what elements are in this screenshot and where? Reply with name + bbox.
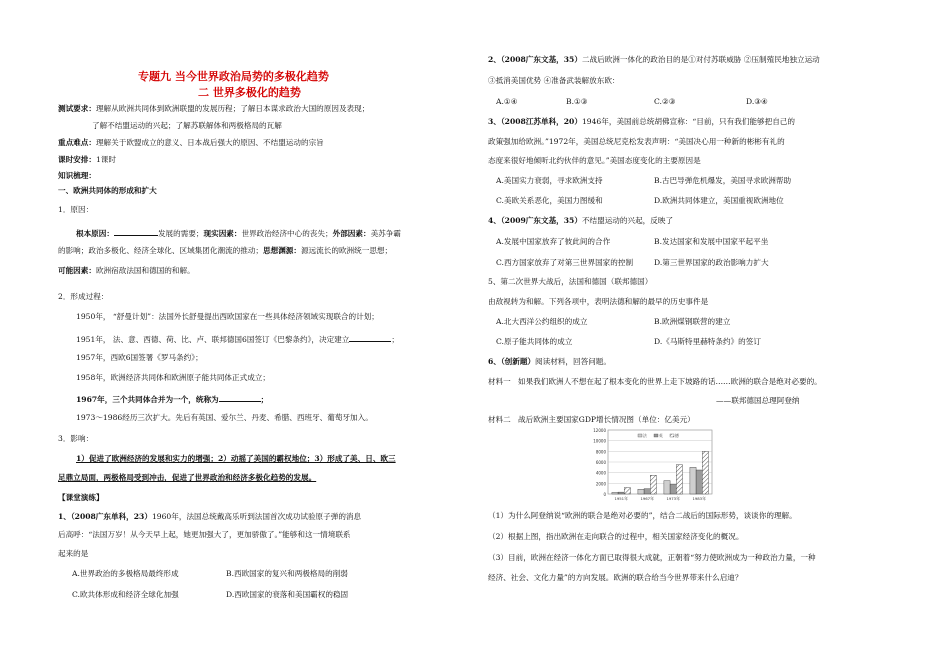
req-text-1: 理解从欧洲共同体到欧洲联盟的发展历程；了解日本谋求政治大国的原因及表现； — [95, 104, 370, 113]
q5-option-d[interactable]: D.《马斯特里赫特条约》的签订 — [654, 337, 761, 346]
chart-bar — [702, 451, 708, 494]
time-arrangement — [58, 155, 116, 165]
q2-source: 2、（2008广东文基，35） — [488, 55, 582, 64]
thought-text: 源远流长的欧洲统一思想； — [301, 246, 393, 255]
chart-y-tick-label: 6000 — [595, 460, 606, 465]
q3-option-c[interactable]: C.美欧关系恶化，美国力图缓和 — [496, 196, 603, 205]
key-text: 理解关于欧盟成立的意义、日本战后强大的原因、不结盟运动的宗旨 — [95, 138, 324, 147]
q4-option-a[interactable]: A.发展中国家放弃了彼此间的合作 — [496, 237, 611, 246]
possible-text: 欧洲宿敌法国和德国的和解。 — [95, 266, 195, 275]
chart-bar — [638, 489, 644, 494]
ask-3-line-2: 经济、社会、文化力量”的方向发展。欧洲的联合给当今世界带来什么启迪？ — [488, 573, 743, 582]
chart-y-tick-label: 0 — [603, 492, 606, 497]
test-requirements — [58, 104, 369, 114]
fill-blank[interactable] — [114, 227, 158, 236]
process-heading: 2．形成过程： — [58, 292, 109, 301]
practice-heading: 【课堂演练】 — [58, 493, 104, 502]
q2-option-a[interactable]: A.①④ — [496, 97, 518, 106]
event-1967-text: 1967年，三个共同体合并为一个，统称为 — [76, 395, 219, 404]
q4-option-d[interactable]: D.第三世界国家的政治影响力扩大 — [654, 258, 769, 267]
q5-text-2: 由敌视转为和解。下列各项中，表明法德和解的最早的历史事件是 — [488, 297, 709, 306]
knowledge-heading: 知识梳理： — [58, 171, 96, 180]
q3-option-a[interactable]: A.美国实力衰弱，寻求欧洲支持 — [496, 176, 603, 185]
chart-bar — [670, 484, 676, 494]
chart-y-tick-label: 4000 — [595, 470, 606, 476]
question-3 — [488, 117, 795, 127]
section-1-heading: 一、欧洲共同体的形成和扩大 — [58, 186, 157, 195]
fill-blank[interactable] — [349, 333, 391, 342]
chart-bar — [676, 465, 682, 494]
chart-legend-swatch — [654, 434, 658, 437]
gdp-bar-chart — [586, 426, 716, 508]
chart-bar — [624, 488, 630, 494]
q5-option-b[interactable]: B.欧洲煤钢联营的建立 — [654, 317, 731, 326]
q1-text-2: 后高呼：“法国万岁！从今天早上起，她更加强大了，更加骄傲了。”能够和这一情境联系 — [58, 530, 351, 539]
chart-bar — [690, 467, 696, 494]
chart-bar — [618, 492, 624, 494]
real-text: 世界政治经济中心的丧失； — [241, 229, 333, 238]
question-6 — [488, 357, 611, 367]
real-label: 现实因素： — [203, 229, 242, 238]
q1-option-c[interactable]: C.欧共体形成和经济全球化加强 — [72, 590, 179, 599]
chart-x-tick-label: 1951年 — [614, 496, 628, 501]
q3-text: 1946年，美国前总统胡佛宣称：“目前，只有我们能够把自己的 — [581, 117, 795, 126]
q3-text-2: 政策强加给欧洲。”1972年，美国总统尼克松发表声明：“美国决心用一种新的彬彬有礼的 — [488, 137, 785, 146]
impact-heading: 3．影响： — [58, 434, 94, 443]
material-1-text: 如果我们欧洲人不想在起了根本变化的世界上走下坡路的话……欧洲的联合是绝对必要的。 — [518, 377, 822, 386]
ask-3-line-1: （3）目前，欧洲在经济一体化方面已取得很大成就，正朝着“努力使欧洲成为一种政治力量，一种 — [488, 553, 816, 562]
chart-legend-label: 法 — [643, 433, 647, 438]
chart-y-tick-label: 12000 — [593, 428, 606, 433]
q2-option-b[interactable]: B.①③ — [566, 97, 588, 106]
material-1-label: 材料一 — [488, 377, 511, 386]
req-label: 测试要求： — [58, 104, 96, 113]
q3-option-d[interactable]: D.欧洲共同体建立，美国重视欧洲地位 — [654, 196, 784, 205]
root-text: 发展的需要； — [157, 229, 204, 238]
q1-text: 1960年，法国总统戴高乐听到法国首次成功试验原子弹的消息 — [151, 512, 362, 521]
req-text-2: 了解不结盟运动的兴起；了解苏联解体和两极格局的瓦解 — [92, 121, 282, 130]
q3-text-3: 态度来很好地倾听北约伙伴的意见。”美国态度变化的主要原因是 — [488, 156, 701, 165]
q2-text: 二战后欧洲一体化的政治目的是①对付苏联威胁 ②压制殖民地独立运动 — [581, 55, 820, 64]
ask-2: （2）根据上图，指出欧洲在走向联合的过程中，相关国家经济变化的概况。 — [488, 532, 744, 541]
chart-bar — [650, 475, 656, 494]
chart-bar — [696, 470, 702, 494]
q5-option-c[interactable]: C.原子能共同体的成立 — [496, 337, 573, 346]
question-1 — [58, 512, 361, 522]
q4-text: 不结盟运动的兴起，反映了 — [581, 216, 674, 225]
key-label: 重点难点： — [58, 138, 96, 147]
q6-text: 阅读材料，回答问题。 — [535, 357, 611, 366]
material-1 — [488, 377, 822, 387]
causes-line-2 — [58, 246, 392, 256]
q1-text-3: 起来的是 — [58, 549, 89, 558]
chart-y-tick-label: 2000 — [595, 481, 606, 487]
q1-option-a[interactable]: A.世界政治的多极格局最终形成 — [72, 569, 179, 578]
event-1967: 1967年，三个共同体合并为一个，统称为 ； — [76, 395, 269, 404]
possible-label: 可能因素： — [58, 266, 96, 275]
q1-option-d[interactable]: D.西欧国家的衰落和美国霸权的稳固 — [226, 590, 349, 599]
causes-line-2-text: 的影响；政治多极化、经济全球化、区域集团化潮流的推动； — [58, 246, 264, 255]
q2-text-2: ③抵消美国优势 ④准备武装解放东欧： — [488, 76, 620, 85]
question-2 — [488, 55, 820, 65]
event-1951-text: 1951年， 法、意、西德、荷、比、卢、联邦德国6国签订《巴黎条约》，决定建立 — [76, 335, 350, 344]
document-title: 专题九 当今世界政治局势的多极化趋势 — [138, 70, 329, 83]
chart-bar — [612, 492, 618, 494]
chart-y-tick-label: 8000 — [595, 449, 606, 455]
fill-blank[interactable] — [219, 393, 261, 402]
question-5: 5、第二次世界大战后，法国和德国（联邦德国） — [488, 277, 653, 286]
root-label: 根本原因： — [76, 229, 114, 238]
chart-x-tick-label: 1973年 — [666, 496, 680, 501]
q4-source: 4、（2009广东文基，35） — [488, 216, 582, 225]
q1-option-b[interactable]: B.西欧国家的复兴和两极格局的削弱 — [226, 569, 348, 578]
impact-line-1: 1）促进了欧洲经济的发展和实力的增强；2）动摇了美国的霸权地位；3）形成了美、日、欧三 — [76, 454, 396, 463]
chart-y-tick-label: 10000 — [593, 438, 606, 444]
time-label: 课时安排： — [58, 155, 96, 164]
q3-source: 3、（2008江苏单科，20） — [488, 117, 582, 126]
chart-x-tick-label: 1983年 — [692, 496, 706, 501]
event-1950: 1950年， “舒曼计划”：法国外长舒曼提出西欧国家在一些具体经济领域实现联合的计划； — [76, 312, 379, 321]
q2-option-d[interactable]: D.③④ — [746, 97, 768, 106]
thought-label: 思想渊源： — [263, 246, 301, 255]
impact-line-2: 足鼎立局面，两极格局受到冲击，促进了世界政治和经济多极化趋势的发展。 — [58, 473, 317, 482]
event-1973: 1973～1986经历三次扩大。先后有英国、爱尔兰、丹麦、希腊、西班牙、葡萄牙加入。 — [76, 413, 373, 422]
q6-source: 6、（创新题） — [488, 357, 536, 366]
possible-factor — [58, 266, 195, 276]
document-subtitle: 二 世界多极化的趋势 — [198, 86, 301, 99]
event-1958: 1958年，欧洲经济共同体和欧洲原子能共同体正式成立； — [76, 373, 270, 382]
q5-option-a[interactable]: A.北大西洋公约组织的成立 — [496, 317, 588, 326]
chart-legend-swatch — [670, 434, 674, 437]
chart-legend-label: 英 — [659, 433, 663, 438]
question-4 — [488, 216, 673, 226]
chart-bar — [644, 489, 650, 494]
cause-heading: 1．原因： — [58, 205, 94, 214]
event-1951: 1951年， 法、意、西德、荷、比、卢、联邦德国6国签订《巴黎条约》，决定建立 ； — [76, 335, 399, 344]
q4-option-c[interactable]: C.西方国家放弃了对第三世界国家的控制 — [496, 258, 634, 267]
external-label: 外部因素： — [332, 229, 371, 238]
q1-source: 1、（2008广东单科，23） — [58, 512, 152, 521]
q2-option-c[interactable]: C.②③ — [654, 97, 676, 106]
key-points — [58, 138, 324, 148]
external-text: 美苏争霸 — [370, 229, 401, 238]
material-2-text: 战后欧洲主要国家GDP增长情况图（单位：亿美元） — [518, 415, 695, 424]
material-1-source: ——联邦德国总理阿登纳 — [716, 396, 800, 405]
q4-option-b[interactable]: B.发达国家和发展中国家平起平坐 — [654, 237, 769, 246]
event-1957: 1957年，西欧6国签署《罗马条约》； — [76, 353, 203, 362]
ask-1: （1）为什么阿登纳说“欧洲的联合是绝对必要的”，结合二战后的国际形势，谈谈你的理解。 — [488, 511, 797, 520]
chart-legend-swatch — [638, 434, 642, 437]
time-text: 1课时 — [95, 155, 116, 164]
chart-legend-label: 德 — [675, 433, 679, 438]
causes-line-1 — [76, 227, 401, 239]
material-2-label: 材料二 — [488, 415, 511, 424]
chart-x-tick-label: 1967年 — [640, 496, 654, 501]
material-2 — [488, 415, 695, 425]
chart-bar — [664, 481, 670, 494]
q3-option-b[interactable]: B.古巴导弹危机爆发，美国寻求欧洲帮助 — [654, 176, 792, 185]
